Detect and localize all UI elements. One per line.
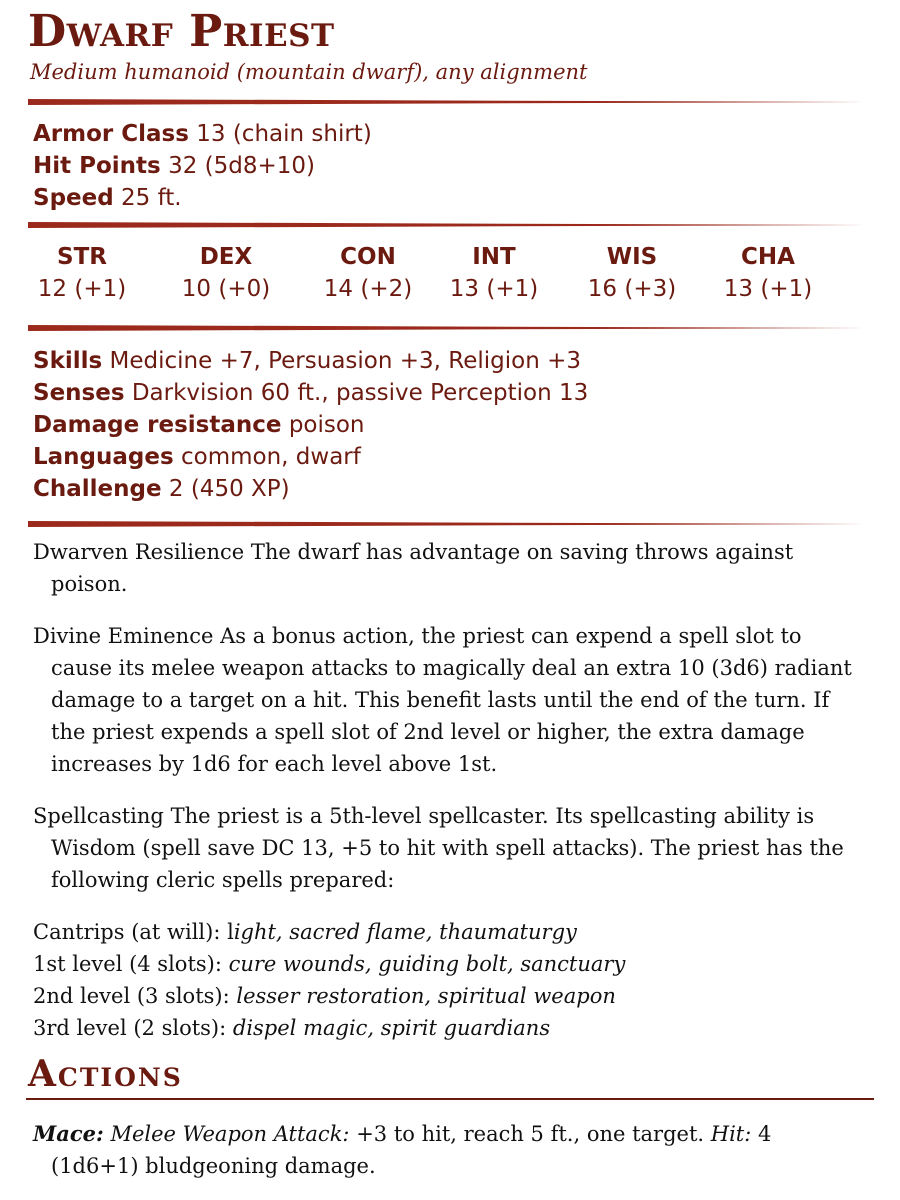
challenge-label: Challenge <box>33 476 162 502</box>
spell-level: 3rd level (2 slots): <box>33 1016 233 1040</box>
challenge-line <box>33 473 290 505</box>
divider-rule <box>28 323 866 333</box>
ability-name: STR <box>57 244 107 270</box>
ability-con <box>318 240 418 310</box>
trait-dwarven-resilience <box>33 536 863 600</box>
ability-name: INT <box>472 244 516 270</box>
ability-score: 10 (+0) <box>181 276 271 302</box>
challenge-value: 2 (450 XP) <box>168 476 290 502</box>
trait-name: Dwarven Resilience <box>33 540 245 564</box>
ability-score: 12 (+1) <box>37 276 127 302</box>
damage-resistance-label: Damage resistance <box>33 412 282 438</box>
trait-divine-eminence <box>33 620 863 780</box>
languages-value: common, dwarf <box>180 444 361 470</box>
actions-divider <box>26 1098 874 1100</box>
divider-rule <box>28 519 866 529</box>
trait-spellcasting <box>33 800 863 896</box>
monster-subtitle: Medium humanoid (mountain dwarf), any alignment <box>30 60 588 84</box>
ability-score: 16 (+3) <box>587 276 677 302</box>
damage-resistance-line <box>33 409 365 441</box>
divider-rule <box>28 220 866 230</box>
ability-name: CHA <box>741 244 795 270</box>
spell-level: Cantrips (at will): l <box>33 920 234 944</box>
languages-line <box>33 441 361 473</box>
action-attack-type: Melee Weapon Attack: <box>110 1122 350 1146</box>
spell-row-cantrips <box>33 916 577 948</box>
ability-scores <box>34 240 844 310</box>
trait-name: Divine Eminence <box>33 624 214 648</box>
skills-label: Skills <box>33 348 103 374</box>
skills-value: Medicine +7, Persuasion +3, Religion +3 <box>109 348 582 374</box>
spell-level: 1st level (4 slots): <box>33 952 229 976</box>
divider-rule <box>28 97 866 107</box>
ability-int <box>446 240 542 310</box>
languages-label: Languages <box>33 444 174 470</box>
ability-cha <box>720 240 816 310</box>
senses-value: Darkvision 60 ft., passive Perception 13 <box>131 380 589 406</box>
trait-text: The priest is a 5th-level spellcaster. Its spellcasting ability is Wisdom (spell save DC 13, +5 to hit with spell attacks). The priest has the following cleric spells prepared: <box>51 804 844 892</box>
ability-name: CON <box>340 244 396 270</box>
damage-resistance-value: poison <box>288 412 365 438</box>
spell-list: dispel magic, spirit guardians <box>232 1016 551 1040</box>
senses-label: Senses <box>33 380 125 406</box>
ability-name: WIS <box>606 244 658 270</box>
hit-points-label: Hit Points <box>33 153 161 179</box>
action-hit-text: 4 (1d6+1) bludgeoning damage. <box>51 1122 772 1178</box>
spell-list: cure wounds, guiding bolt, sanctuary <box>228 952 626 976</box>
action-name: Mace: <box>33 1121 104 1146</box>
action-attack-text: +3 to hit, reach 5 ft., one target. <box>356 1122 705 1146</box>
speed-label: Speed <box>33 185 114 211</box>
spell-row-1st <box>33 948 625 980</box>
hit-points-value: 32 (5d8+10) <box>168 153 315 179</box>
armor-class-value: 13 (chain shirt) <box>196 121 372 147</box>
trait-text: As a bonus action, the priest can expend a spell slot to cause its melee weapon attacks to magically deal an extra 10 (3d6) radiant damage to a target on a hit. This benefit lasts until the end of the turn. If the priest expends a spell slot of 2nd level or higher, the extra damage increases by 1d6 for each level above 1st. <box>51 624 852 776</box>
hit-points-line <box>33 150 315 182</box>
ability-score: 13 (+1) <box>723 276 813 302</box>
ability-wis <box>582 240 682 310</box>
action-hit-label: Hit: <box>710 1122 752 1146</box>
actions-heading: Actions <box>28 1053 183 1095</box>
ability-dex <box>172 240 280 310</box>
skills-line <box>33 345 581 377</box>
spell-list: lesser restoration, spiritual weapon <box>236 984 616 1008</box>
armor-class-line <box>33 118 372 150</box>
spell-level: 2nd level (3 slots): <box>33 984 237 1008</box>
senses-line <box>33 377 588 409</box>
ability-score: 14 (+2) <box>323 276 413 302</box>
speed-value: 25 ft. <box>121 185 182 211</box>
armor-class-label: Armor Class <box>33 121 189 147</box>
ability-str <box>34 240 130 310</box>
ability-name: DEX <box>199 244 253 270</box>
spell-row-3rd <box>33 1012 550 1044</box>
spell-row-2nd <box>33 980 616 1012</box>
action-mace <box>33 1118 863 1182</box>
trait-text: The dwarf has advantage on saving throws against poison. <box>51 540 794 596</box>
trait-name: Spellcasting <box>33 804 164 828</box>
monster-name: Dwarf Priest <box>28 6 335 57</box>
speed-line <box>33 182 182 214</box>
spell-list: ight, sacred flame, thaumaturgy <box>233 920 577 944</box>
ability-score: 13 (+1) <box>449 276 539 302</box>
